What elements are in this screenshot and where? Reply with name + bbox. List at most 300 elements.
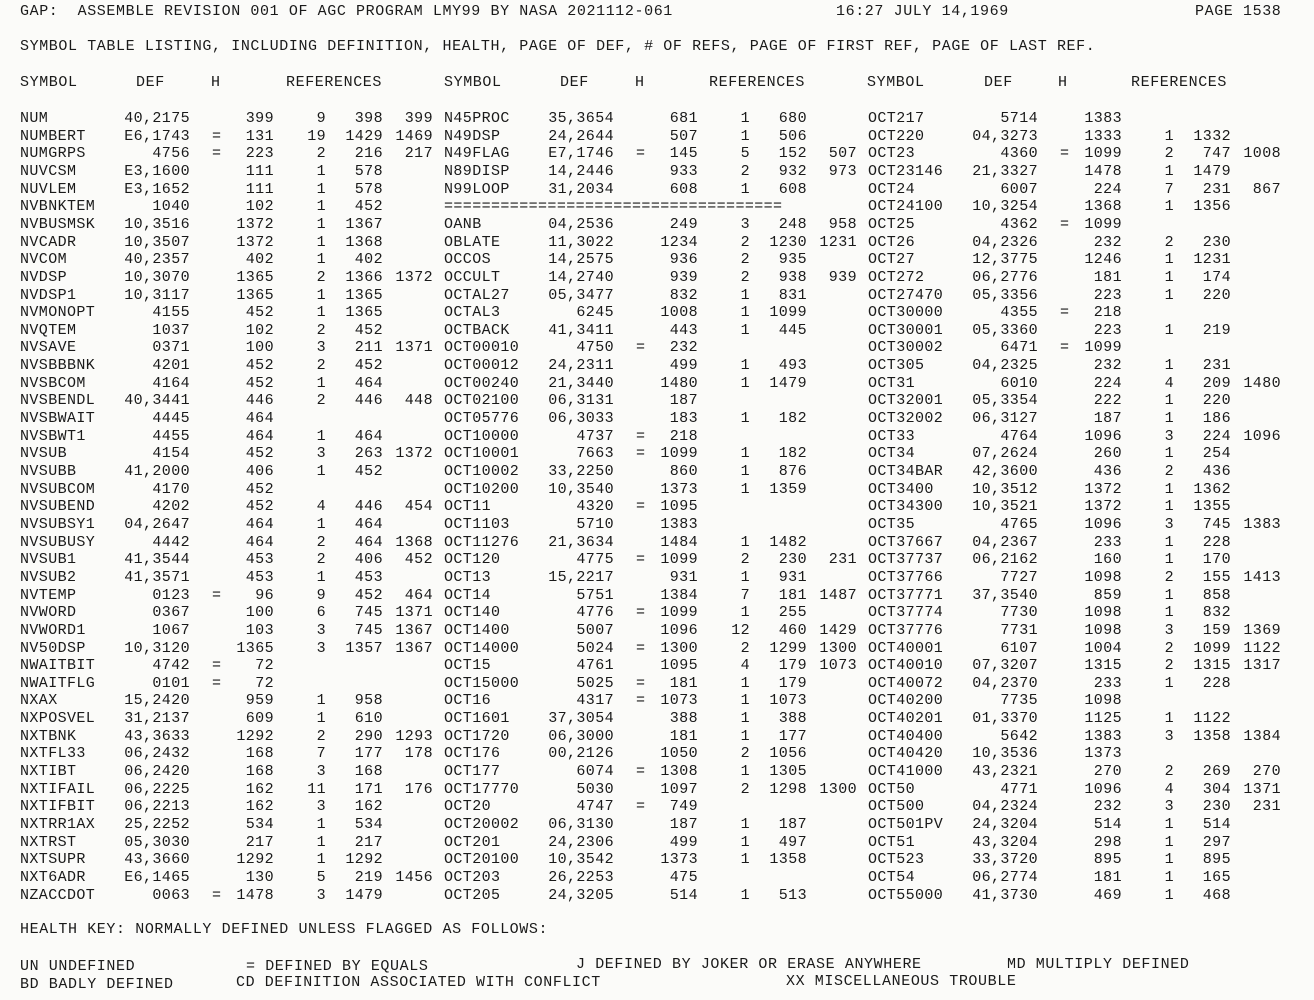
row-def: 06,2162 (972, 551, 1038, 569)
row-def: 41,3544 (124, 551, 190, 569)
row-first-ref: 230 (778, 551, 807, 569)
row-def: 42,3600 (972, 463, 1038, 480)
row-def-page: 232 (669, 339, 698, 357)
header-timestamp: 16:27 JULY 14,1969 (836, 3, 1009, 20)
symbol-row (20, 163, 440, 181)
row-symbol: OCT20100 (444, 851, 520, 869)
row-def-page: 464 (245, 515, 274, 533)
row-first-ref: 1429 (345, 127, 383, 145)
row-first-ref: 1479 (1193, 162, 1231, 180)
row-def-page: 681 (669, 110, 698, 127)
row-def: 4445 (152, 410, 190, 428)
row-symbol: OCT00010 (444, 339, 520, 357)
symbol-row (444, 322, 864, 340)
row-def: 4761 (576, 657, 614, 675)
row-def: 24,3204 (972, 816, 1038, 833)
row-symbol: NXTBNK (20, 727, 77, 745)
row-first-ref: 446 (354, 392, 383, 410)
row-first-ref: 170 (1202, 551, 1231, 569)
row-ref-count: 4 (740, 657, 750, 675)
row-def: 04,2647 (124, 515, 190, 533)
row-def-page: 100 (245, 604, 274, 622)
row-def-page: 1478 (236, 886, 274, 904)
row-ref-count: 1 (1164, 498, 1174, 516)
row-ref-count: 2 (316, 727, 326, 745)
row-def: 06,3131 (548, 392, 614, 410)
row-def: 4201 (152, 357, 190, 375)
row-def: 21,3327 (972, 162, 1038, 180)
row-def-page: 499 (669, 357, 698, 375)
row-ref-count: 9 (316, 586, 326, 604)
row-symbol: OCT32002 (868, 410, 944, 428)
symbol-row (20, 410, 440, 428)
symbol-row (444, 287, 864, 305)
row-symbol: NVSUBEND (20, 498, 96, 516)
row-ref-count: 1 (1164, 533, 1174, 551)
row-health: = (212, 127, 222, 145)
symbol-row (444, 516, 864, 534)
symbol-row (444, 657, 864, 675)
row-def-page: 608 (669, 180, 698, 198)
col2-header-references: REFERENCES (709, 74, 806, 91)
row-symbol: OCT25 (868, 215, 916, 233)
row-symbol: OCT33 (868, 427, 916, 445)
symbol-row (20, 181, 440, 199)
row-first-ref: 406 (354, 551, 383, 569)
row-symbol: NVSBENDL (20, 392, 96, 410)
listing-subtitle: SYMBOL TABLE LISTING, INCLUDING DEFINITION, HEALTH, PAGE OF DEF, # OF REFS, PAGE OF FIRST REF, PAGE OF LAST REF. (20, 38, 1096, 55)
symbol-row (20, 287, 440, 305)
row-def-page: 436 (1093, 463, 1122, 480)
row-health: = (636, 427, 646, 445)
row-def: 1037 (152, 321, 190, 339)
symbol-row (20, 463, 440, 481)
row-first-ref: 680 (778, 110, 807, 127)
row-def-page: 452 (245, 480, 274, 498)
row-def-page: 223 (1093, 321, 1122, 339)
symbol-row (20, 445, 440, 463)
row-symbol: OCT23 (868, 145, 916, 163)
row-symbol: OCT1400 (444, 621, 510, 639)
row-symbol: NVMONOPT (20, 304, 96, 322)
row-symbol: OCT26 (868, 233, 916, 251)
row-last-ref: 231 (1252, 798, 1281, 816)
row-last-ref: 178 (404, 745, 433, 763)
row-def: 0367 (152, 604, 190, 622)
row-last-ref: 1300 (819, 639, 857, 657)
row-ref-count: 1 (316, 162, 326, 180)
row-first-ref: 578 (354, 162, 383, 180)
row-def: 06,2213 (124, 798, 190, 816)
row-first-ref: 1479 (769, 374, 807, 392)
symbol-row (20, 692, 440, 710)
row-first-ref: 1305 (769, 763, 807, 781)
row-def-page: 298 (1093, 833, 1122, 851)
row-def-page: 168 (245, 745, 274, 763)
row-def-page: 1292 (236, 727, 274, 745)
symbol-row (444, 410, 864, 428)
row-def-page: 181 (669, 727, 698, 745)
row-symbol: OCT51 (868, 833, 916, 851)
row-first-ref: 932 (778, 162, 807, 180)
symbol-row (868, 692, 1288, 710)
row-symbol: OCT41000 (868, 763, 944, 781)
row-symbol: N49FLAG (444, 145, 510, 163)
row-symbol: NUMBERT (20, 127, 86, 145)
row-symbol: OCT217 (868, 110, 925, 127)
row-ref-count: 1 (1164, 392, 1174, 410)
row-health: = (1060, 339, 1070, 357)
symbol-row (20, 198, 440, 216)
row-def-page: 218 (669, 427, 698, 445)
row-def-page: 1050 (660, 745, 698, 763)
row-first-ref: 187 (778, 816, 807, 833)
row-def-page: 959 (245, 692, 274, 710)
row-def-page: 1099 (1084, 145, 1122, 163)
symbol-row (20, 569, 440, 587)
row-ref-count: 1 (316, 568, 326, 586)
row-last-ref: 1371 (1243, 780, 1281, 798)
row-ref-count: 7 (1164, 180, 1174, 198)
symbol-row (20, 534, 440, 552)
row-ref-count: 1 (740, 321, 750, 339)
row-def-page: 72 (255, 674, 274, 692)
symbol-row (444, 304, 864, 322)
symbol-row (20, 304, 440, 322)
row-ref-count: 1 (1164, 851, 1174, 869)
row-symbol: NVWORD (20, 604, 77, 622)
row-def-page: 1365 (236, 639, 274, 657)
row-def-page: 1125 (1084, 710, 1122, 728)
row-ref-count: 3 (316, 886, 326, 904)
row-symbol: OCT30002 (868, 339, 944, 357)
row-health: = (636, 674, 646, 692)
row-def-page: 1372 (236, 233, 274, 251)
row-def-page: 1315 (1084, 657, 1122, 675)
row-ref-count: 4 (1164, 780, 1174, 798)
row-last-ref: 270 (1252, 763, 1281, 781)
row-symbol: NVCOM (20, 251, 68, 269)
row-first-ref: 452 (354, 321, 383, 339)
row-def-page: 464 (245, 533, 274, 551)
row-symbol: OCT02100 (444, 392, 520, 410)
row-symbol: NXTIFBIT (20, 798, 96, 816)
row-symbol: OCT13 (444, 568, 492, 586)
row-def-page: 183 (669, 410, 698, 428)
symbol-row (20, 428, 440, 446)
symbol-row (444, 339, 864, 357)
symbol-row (20, 622, 440, 640)
row-symbol: NVSUB2 (20, 568, 77, 586)
row-def: 4320 (576, 498, 614, 516)
row-symbol: NUMGRPS (20, 145, 86, 163)
symbol-row (444, 851, 864, 869)
row-symbol: NVWORD1 (20, 621, 86, 639)
row-def-page: 399 (245, 110, 274, 127)
symbol-row (20, 269, 440, 287)
row-def-page: 1099 (1084, 339, 1122, 357)
row-last-ref: 1122 (1243, 639, 1281, 657)
row-symbol: OCT40420 (868, 745, 944, 763)
row-first-ref: 452 (354, 357, 383, 375)
row-symbol: OCT50 (868, 780, 916, 798)
row-ref-count: 1 (316, 692, 326, 710)
symbol-row (868, 428, 1288, 446)
row-ref-count: 2 (1164, 657, 1174, 675)
row-symbol: OANB (444, 215, 482, 233)
row-symbol: OCT40200 (868, 692, 944, 710)
row-last-ref: 464 (404, 586, 433, 604)
row-first-ref: 177 (354, 745, 383, 763)
row-def-page: 187 (1093, 410, 1122, 428)
row-first-ref: 1355 (1193, 498, 1231, 516)
symbol-row (20, 392, 440, 410)
row-ref-count: 1 (316, 463, 326, 480)
row-def: 04,2536 (548, 215, 614, 233)
health-key-undefined: UN UNDEFINED (20, 958, 136, 975)
row-ref-count: 3 (1164, 798, 1174, 816)
row-first-ref: 171 (354, 780, 383, 798)
row-ref-count: 1 (740, 727, 750, 745)
symbol-row (20, 587, 440, 605)
row-ref-count: 2 (316, 392, 326, 410)
row-def: 40,2357 (124, 251, 190, 269)
row-symbol: OCT40201 (868, 710, 944, 728)
row-def-page: 1372 (1084, 480, 1122, 498)
row-symbol: OCT120 (444, 551, 501, 569)
row-symbol: OCT203 (444, 868, 501, 886)
row-ref-count: 1 (1164, 710, 1174, 728)
symbol-row (20, 851, 440, 869)
row-symbol: OCT40072 (868, 674, 944, 692)
symbol-row (444, 216, 864, 234)
row-first-ref: 831 (778, 286, 807, 304)
row-first-ref: 217 (354, 833, 383, 851)
row-health: = (636, 551, 646, 569)
row-symbol: OCT1601 (444, 710, 510, 728)
symbol-row (444, 728, 864, 746)
row-def: 11,3022 (548, 233, 614, 251)
row-def: 4154 (152, 445, 190, 463)
row-symbol: NVSBBBNK (20, 357, 96, 375)
row-symbol: NVDSP (20, 268, 68, 286)
row-def: 5751 (576, 586, 614, 604)
row-symbol: N89DISP (444, 162, 510, 180)
row-symbol: OCT34 (868, 445, 916, 463)
row-symbol: OCT34BAR (868, 463, 944, 480)
symbol-row (868, 322, 1288, 340)
row-def: 4155 (152, 304, 190, 322)
row-def-page: 224 (1093, 374, 1122, 392)
row-def: 0101 (152, 674, 190, 692)
symbol-row (20, 322, 440, 340)
row-def: E7,1746 (548, 145, 614, 163)
row-def-page: 933 (669, 162, 698, 180)
row-def: 4776 (576, 604, 614, 622)
row-first-ref: 228 (1202, 674, 1231, 692)
row-def: 10,3117 (124, 286, 190, 304)
symbol-row (20, 869, 440, 887)
row-symbol: NWAITFLG (20, 674, 96, 692)
row-last-ref: 939 (828, 268, 857, 286)
row-def: 14,2740 (548, 268, 614, 286)
row-last-ref: 176 (404, 780, 433, 798)
row-def-page: 514 (669, 886, 698, 904)
row-symbol: NVTEMP (20, 586, 77, 604)
row-def-page: 102 (245, 321, 274, 339)
row-first-ref: 162 (354, 798, 383, 816)
row-first-ref: 255 (778, 604, 807, 622)
symbol-row (868, 869, 1288, 887)
row-first-ref: 177 (778, 727, 807, 745)
row-first-ref: 938 (778, 268, 807, 286)
symbol-row (868, 657, 1288, 675)
row-def: 4747 (576, 798, 614, 816)
row-def: 05,3477 (548, 286, 614, 304)
row-first-ref: 468 (1202, 886, 1231, 904)
row-ref-count: 1 (1164, 286, 1174, 304)
row-health: = (636, 498, 646, 516)
row-symbol: NVQTEM (20, 321, 77, 339)
row-first-ref: 228 (1202, 533, 1231, 551)
row-def: 4442 (152, 533, 190, 551)
row-first-ref: 181 (778, 586, 807, 604)
row-def-page: 233 (1093, 533, 1122, 551)
symbol-row (868, 816, 1288, 834)
row-last-ref: 1429 (819, 621, 857, 639)
row-ref-count: 2 (316, 551, 326, 569)
row-def-page: 96 (255, 586, 274, 604)
row-symbol: OCT35 (868, 515, 916, 533)
row-ref-count: 1 (316, 427, 326, 445)
row-symbol: OCT27470 (868, 286, 944, 304)
row-def: E6,1743 (124, 127, 190, 145)
row-first-ref: 513 (778, 886, 807, 904)
row-first-ref: 254 (1202, 445, 1231, 463)
row-def: 7731 (1000, 621, 1038, 639)
row-symbol: OCT14 (444, 586, 492, 604)
row-ref-count: 2 (1164, 639, 1174, 657)
row-first-ref: 747 (1202, 145, 1231, 163)
row-symbol: NVSBWAIT (20, 410, 96, 428)
row-def: 24,2311 (548, 357, 614, 375)
row-ref-count: 1 (1164, 886, 1174, 904)
row-def: 7730 (1000, 604, 1038, 622)
row-health: = (1060, 215, 1070, 233)
row-first-ref: 220 (1202, 286, 1231, 304)
row-symbol: ==================================== (444, 198, 783, 216)
row-def-page: 534 (245, 816, 274, 833)
symbol-row (20, 216, 440, 234)
row-def: 10,3512 (972, 480, 1038, 498)
row-last-ref: 958 (828, 215, 857, 233)
symbol-row (868, 375, 1288, 393)
row-symbol: OCT55000 (868, 886, 944, 904)
row-def: 1040 (152, 198, 190, 216)
symbol-row (444, 445, 864, 463)
row-symbol: OCT54 (868, 868, 916, 886)
row-ref-count: 1 (740, 763, 750, 781)
row-ref-count: 1 (740, 851, 750, 869)
row-def-page: 939 (669, 268, 698, 286)
row-first-ref: 152 (778, 145, 807, 163)
row-first-ref: 231 (1202, 180, 1231, 198)
row-def: 05,3030 (124, 833, 190, 851)
row-ref-count: 1 (316, 515, 326, 533)
row-def-page: 1008 (660, 304, 698, 322)
row-first-ref: 159 (1202, 621, 1231, 639)
row-first-ref: 1368 (345, 233, 383, 251)
symbol-row (20, 375, 440, 393)
row-def: 04,2370 (972, 674, 1038, 692)
row-ref-count: 1 (740, 463, 750, 480)
row-first-ref: 269 (1202, 763, 1231, 781)
symbol-row (868, 304, 1288, 322)
symbol-row (868, 534, 1288, 552)
row-def: 5007 (576, 621, 614, 639)
row-def-page: 499 (669, 833, 698, 851)
row-ref-count: 1 (316, 233, 326, 251)
row-ref-count: 2 (740, 551, 750, 569)
symbol-row (868, 587, 1288, 605)
row-def-page: 1300 (660, 639, 698, 657)
row-symbol: OCT00012 (444, 357, 520, 375)
row-def: 4455 (152, 427, 190, 445)
row-def-page: 1099 (660, 445, 698, 463)
row-first-ref: 174 (1202, 268, 1231, 286)
row-def-page: 609 (245, 710, 274, 728)
row-symbol: OCT15000 (444, 674, 520, 692)
row-def: 04,2325 (972, 357, 1038, 375)
row-def: 4737 (576, 427, 614, 445)
row-def-page: 1383 (1084, 110, 1122, 127)
row-ref-count: 3 (1164, 515, 1174, 533)
row-first-ref: 1482 (769, 533, 807, 551)
row-def: 4164 (152, 374, 190, 392)
row-def-page: 270 (1093, 763, 1122, 781)
row-first-ref: 460 (778, 621, 807, 639)
symbol-row (868, 728, 1288, 746)
symbol-row (444, 710, 864, 728)
row-ref-count: 1 (316, 286, 326, 304)
row-ref-count: 1 (1164, 480, 1174, 498)
symbol-row (868, 145, 1288, 163)
row-symbol: OCT30000 (868, 304, 944, 322)
row-def: 21,3440 (548, 374, 614, 392)
symbol-row (444, 375, 864, 393)
symbol-row (444, 163, 864, 181)
row-def-page: 232 (1093, 233, 1122, 251)
row-def-page: 1368 (1084, 198, 1122, 216)
symbol-row (20, 481, 440, 499)
row-last-ref: 1293 (395, 727, 433, 745)
symbol-row (868, 710, 1288, 728)
symbol-row (868, 445, 1288, 463)
row-symbol: OBLATE (444, 233, 501, 251)
row-def: 04,3273 (972, 127, 1038, 145)
row-symbol: OCT37667 (868, 533, 944, 551)
row-ref-count: 1 (1164, 833, 1174, 851)
row-def-page: 452 (245, 445, 274, 463)
row-def: 41,2000 (124, 463, 190, 480)
row-ref-count: 3 (740, 215, 750, 233)
row-def-page: 453 (245, 551, 274, 569)
row-symbol: OCT500 (868, 798, 925, 816)
row-def: 6010 (1000, 374, 1038, 392)
row-def: 06,2432 (124, 745, 190, 763)
symbol-row (444, 198, 864, 216)
symbol-row (444, 798, 864, 816)
